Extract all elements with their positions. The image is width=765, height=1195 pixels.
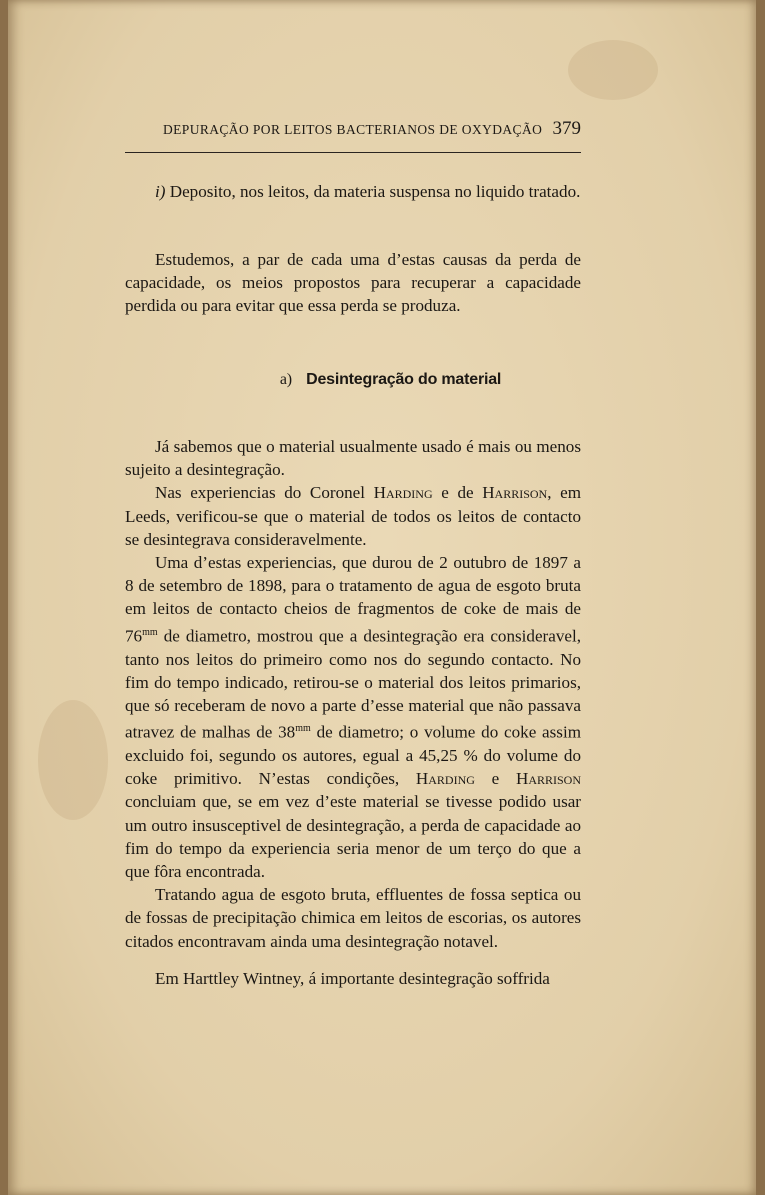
unit-superscript: mm	[295, 723, 311, 735]
page-header	[125, 118, 581, 153]
author-name: Harrison	[515, 769, 581, 789]
paper-stain	[38, 700, 108, 820]
running-title: DEPURAÇÃO POR LEITOS BACTERIANOS DE OXYDAÇÃO	[163, 122, 543, 137]
paragraph: Em Harttley Wintney, á importante desintegração soffrida	[155, 968, 550, 988]
section-heading	[8, 371, 756, 389]
book-page	[8, 0, 756, 1195]
unit-superscript: mm	[142, 626, 158, 638]
author-name: Harding	[415, 769, 475, 789]
body-text	[125, 435, 581, 990]
section-title: Desintegração do material	[306, 371, 502, 388]
section-letter: a)	[279, 371, 292, 388]
paper-stain	[568, 40, 658, 100]
intro-paragraph	[125, 248, 581, 318]
paragraph: Nas experiencias do Coronel Harding e de Harrison, em Leeds, verificou-se que o material de todos os leitos de contacto se desintegrava consideravelmente.	[125, 483, 582, 549]
paragraph: Estudemos, a par de cada uma d’estas causas da perda de capacidade, os meios propostos para recuperar a capacidade perdida ou para evitar que essa perda se produza.	[125, 250, 581, 316]
paragraph: Já sabemos que o material usualmente usado é mais ou menos sujeito a desintegração.	[125, 437, 581, 480]
author-name: Harding	[373, 483, 433, 503]
item-label: i)	[155, 182, 166, 201]
page-number: 379	[552, 118, 581, 139]
paragraph: Tratando agua de esgoto bruta, effluentes de fossa septica ou de fossas de precipitação chimica em leitos de escorias, os autores citados encontravam ainda uma desintegração notavel.	[125, 885, 581, 951]
author-name: Harrison	[482, 483, 548, 503]
item-text: Deposito, nos leitos, da materia suspensa no liquido tratado.	[169, 182, 581, 201]
item-i	[125, 180, 581, 203]
paragraph: Uma d’estas experiencias, que durou de 2 outubro de 1897 a 8 de setembro de 1898, para o tratamento de agua de esgoto bruta em leitos de contacto cheios de fragmentos de coke de mais de $76^{mm}$ de diametro, mostrou que a desintegração era consideravel, tanto nos leitos do primeiro como nos do segundo contacto. No fim do tempo indicado, retirou-se o material dos leitos primarios, que só receberam de novo a parte d’esse material que não passava atravez de malhas de $38^{mm}$ de diametro; o volume do coke assim excluido foi, segundo os autores, egual a 45,25 % do volume do coke primitivo. N’estas condições, Harding e Harrison concluiam que, se em vez d’este material se tivesse podido usar um outro insusceptivel de desintegração, a perda de capacidade ao fim do tempo da experiencia seria menor de um terço do que a que fôra encontrada.	[125, 553, 581, 882]
